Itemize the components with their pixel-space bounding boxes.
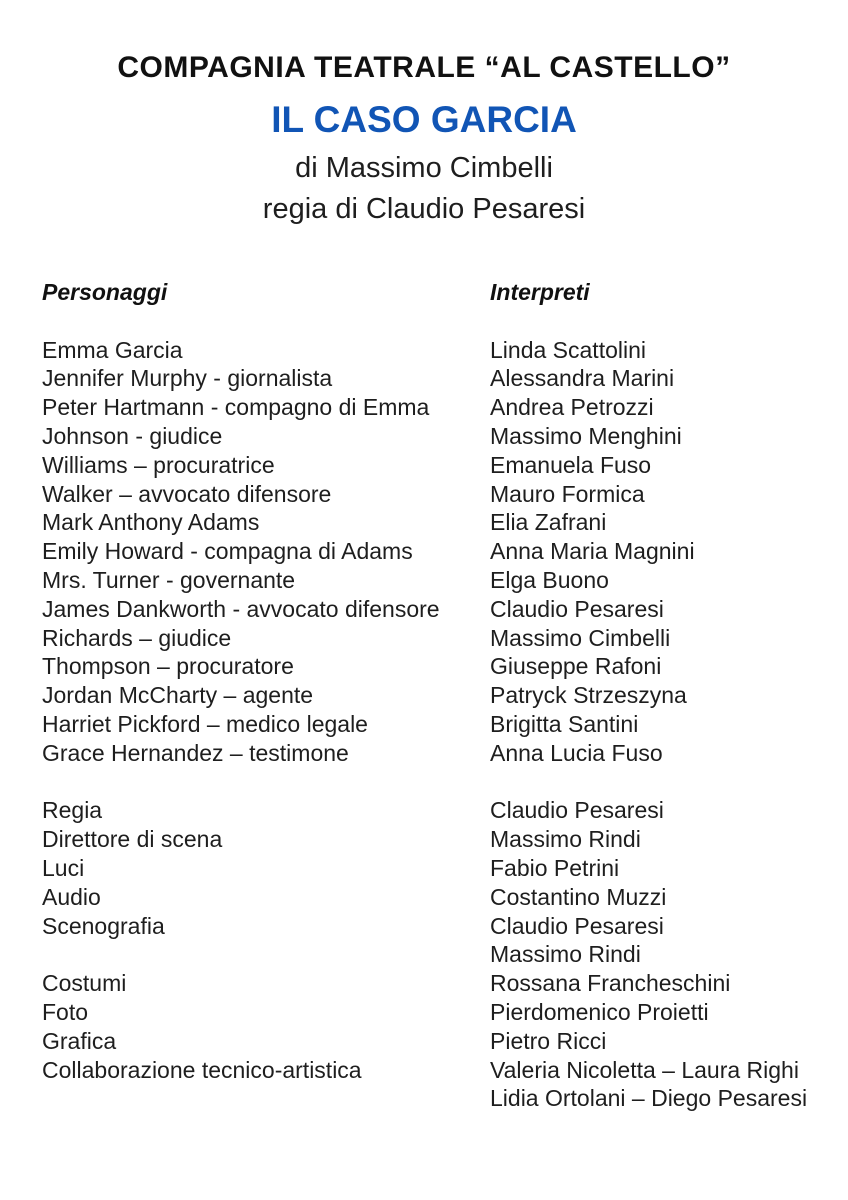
character-name: Emily Howard - compagna di Adams (42, 538, 413, 565)
show-title: IL CASO GARCIA (271, 99, 577, 140)
crew-name: Lidia Ortolani – Diego Pesaresi (490, 1085, 808, 1112)
role-label: Scenografia (42, 912, 165, 939)
production-row (42, 883, 848, 912)
character-name: Harriet Pickford – medico legale (42, 710, 368, 737)
crew-name: Claudio Pesaresi (490, 797, 664, 824)
cast-row (42, 624, 848, 653)
role-label: Regia (42, 797, 103, 824)
actor-name: Andrea Petrozzi (490, 394, 654, 421)
production-row (42, 912, 848, 941)
role-label (42, 940, 490, 969)
actor-name: Patryck Strzeszyna (490, 682, 687, 709)
character-name: James Dankworth - avvocato difensore (42, 595, 440, 622)
crew-name: Valeria Nicoletta – Laura Righi (490, 1056, 799, 1083)
actor-name: Anna Lucia Fuso (490, 739, 663, 766)
role-label: Audio (42, 883, 101, 910)
spacer (42, 307, 848, 336)
author-line: di Massimo Cimbelli (295, 152, 553, 184)
role-label: Collaborazione tecnico-artistica (42, 1056, 362, 1083)
actor-name: Linda Scattolini (490, 336, 646, 363)
crew-name: Pietro Ricci (490, 1027, 607, 1054)
production-row (42, 1027, 848, 1056)
character-name: Peter Hartmann - compagno di Emma (42, 394, 430, 421)
production-row (42, 854, 848, 883)
production-row (42, 998, 848, 1027)
actor-name: Alessandra Marini (490, 365, 675, 392)
cast-row (42, 422, 848, 451)
role-label: Luci (42, 854, 85, 881)
characters-header: Personaggi (42, 279, 168, 305)
cast-row (42, 566, 848, 595)
production-row (42, 825, 848, 854)
actor-name: Mauro Formica (490, 480, 645, 507)
cast-row (42, 451, 848, 480)
cast-row (42, 710, 848, 739)
cast-row (42, 652, 848, 681)
actor-name: Giuseppe Rafoni (490, 653, 662, 680)
cast-row (42, 681, 848, 710)
character-name: Richards – giudice (42, 624, 232, 651)
production-row (42, 940, 848, 969)
character-name: Mark Anthony Adams (42, 509, 260, 536)
role-label: Grafica (42, 1027, 117, 1054)
crew-name: Claudio Pesaresi (490, 912, 664, 939)
character-name: Williams – procuratrice (42, 451, 275, 478)
director-line: regia di Claudio Pesaresi (262, 193, 586, 225)
crew-name: Massimo Rindi (490, 826, 641, 853)
cast-row (42, 364, 848, 393)
cast-row (42, 480, 848, 509)
actor-name: Emanuela Fuso (490, 451, 652, 478)
role-label: Costumi (42, 970, 127, 997)
crew-name: Massimo Rindi (490, 941, 641, 968)
role-label: Direttore di scena (42, 826, 223, 853)
production-row (42, 796, 848, 825)
role-label (42, 1084, 490, 1113)
cast-row (42, 336, 848, 365)
production-row (42, 969, 848, 998)
character-name: Walker – avvocato difensore (42, 480, 332, 507)
crew-name: Costantino Muzzi (490, 883, 667, 910)
company-name: COMPAGNIA TEATRALE “AL CASTELLO” (117, 51, 731, 84)
credits-section (0, 278, 848, 1113)
actor-name: Massimo Menghini (490, 422, 682, 449)
crew-name: Rossana Francheschini (490, 970, 731, 997)
cast-row (42, 595, 848, 624)
cast-row (42, 739, 848, 768)
program-header (0, 0, 848, 230)
character-name: Jordan McCharty – agente (42, 682, 314, 709)
cast-row (42, 508, 848, 537)
character-name: Thompson – procuratore (42, 653, 294, 680)
actor-name: Claudio Pesaresi (490, 595, 664, 622)
production-row (42, 1084, 848, 1113)
column-headers (42, 278, 848, 307)
character-name: Emma Garcia (42, 336, 183, 363)
actor-name: Elga Buono (490, 566, 609, 593)
character-name: Mrs. Turner - governante (42, 566, 296, 593)
role-label: Foto (42, 998, 89, 1025)
actor-name: Anna Maria Magnini (490, 538, 695, 565)
character-name: Grace Hernandez – testimone (42, 739, 349, 766)
actor-name: Massimo Cimbelli (490, 624, 671, 651)
production-row (42, 1056, 848, 1085)
character-name: Jennifer Murphy - giornalista (42, 365, 333, 392)
cast-row (42, 537, 848, 566)
cast-row (42, 393, 848, 422)
character-name: Johnson - giudice (42, 422, 223, 449)
actor-name: Elia Zafrani (490, 509, 607, 536)
actors-header: Interpreti (490, 279, 590, 305)
spacer (42, 768, 848, 797)
actor-name: Brigitta Santini (490, 710, 639, 737)
crew-name: Fabio Petrini (490, 854, 620, 881)
crew-name: Pierdomenico Proietti (490, 998, 709, 1025)
